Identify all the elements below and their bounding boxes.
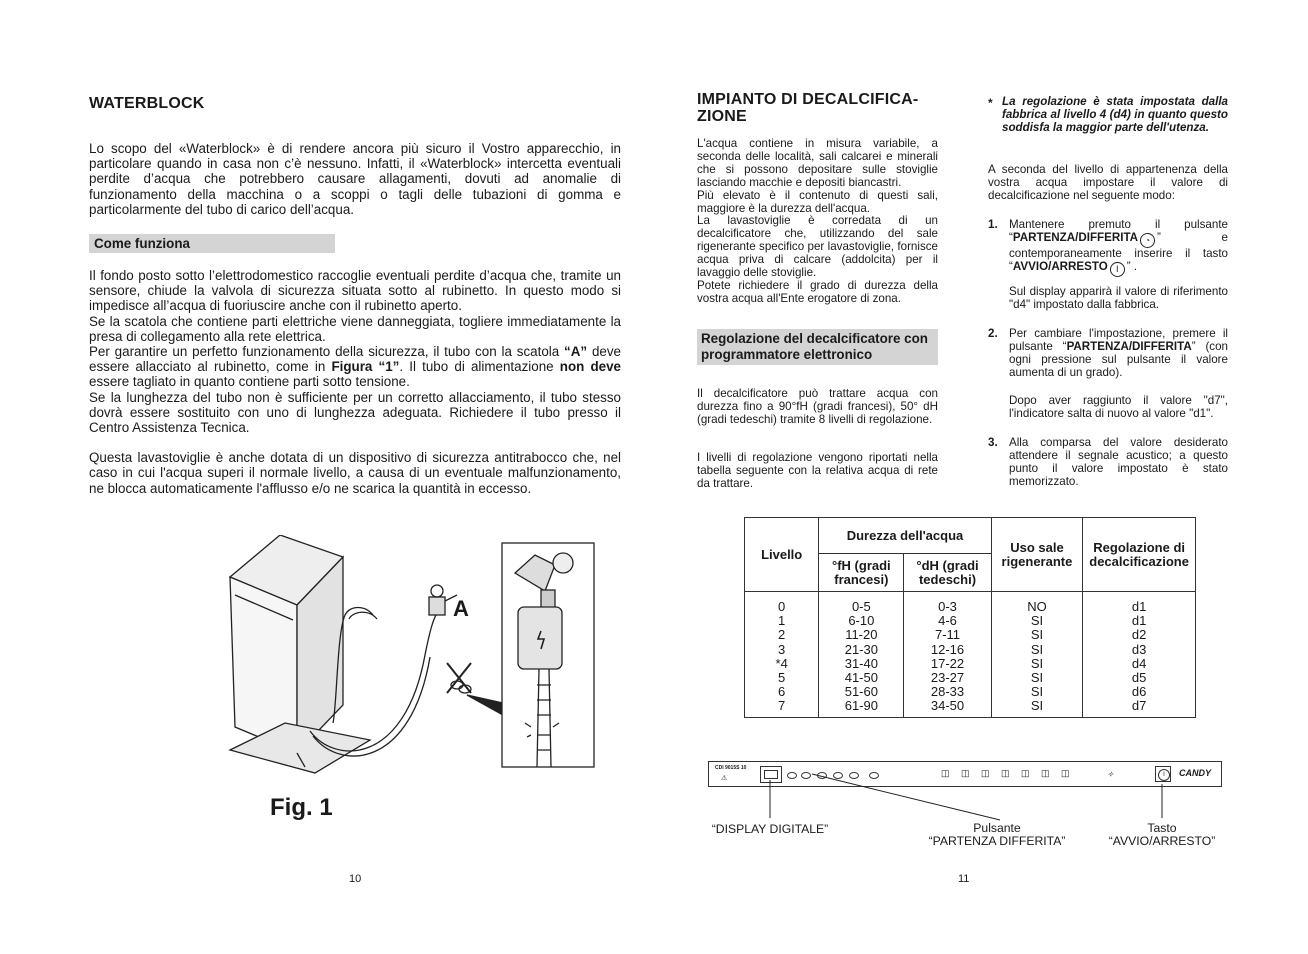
power-icon: I [1110, 262, 1125, 277]
waterblock-intro: Lo scopo del «Waterblock» è di rendere ancora più sicuro il Vostro apparecchio, in particolare quando in casa non c’è nessuno. Infatti, il «Waterblock» intercetta eventuali perdite d’acqua che potrebbero causare allagamenti, dovuti ad anomalie di funzionamento della macchina o a scoppi o tagli delle tubazioni di gomma e particolarmente del tubo di carico dell’acqua. [89, 141, 621, 217]
col-regolazione-cell: d6 [1131, 684, 1147, 700]
factory-setting-note: La regolazione è stata impostata dalla fabbrica al livello 4 (d4) in quanto questo soddisfa la maggior parte dell'utenza. [1002, 95, 1228, 134]
decalcification-levels-table [744, 517, 1196, 718]
decalc-p2: Più elevato è il contenuto di questi sali, maggiore è la durezza dell'acqua. [697, 188, 938, 215]
figure-caption: Fig. 1 [270, 794, 333, 821]
page-number-left: 10 [349, 873, 362, 885]
settings-intro: A seconda del livello di appartenenza della vostra acqua impostare il valore di decalcificazione nel seguente modo: [988, 163, 1228, 202]
warning-icon: ⚠ [721, 775, 728, 782]
decalcificazione-body [697, 138, 938, 306]
th-regolazione: Regolazione di decalcificazione [1083, 518, 1196, 592]
col-dh-cell: 0-3 [938, 599, 957, 614]
col-sale-cell: NO [1027, 599, 1047, 614]
panel-leader-lines [700, 760, 1220, 826]
col-sale [991, 592, 1083, 718]
page-number-right: 11 [958, 873, 970, 885]
col-regolazione-cell: d5 [1131, 670, 1147, 686]
col-dh-cell: 12-16 [930, 641, 965, 657]
program-icon-1: ◫ [941, 768, 950, 778]
col-regolazione-cell: d7 [1131, 698, 1147, 714]
step-2-text: Per cambiare l'impostazione, premere il pulsante “PARTENZA/DIFFERITA” (con ogni pressione sul pulsante il valore aumenta di un grado). [1009, 327, 1229, 379]
decalc-p3: La lavastoviglie è corredata di un decalcificatore che, utilizzando del sale rigenerante specifico per lavastoviglie, fornisce acqua priva di calcare (addolcita) per il lavaggio delle stoviglie. [697, 214, 938, 280]
waterblock-p5: Questa lavastoviglie è anche dotata di un dispositivo di sicurezza antitrabocco che, nel caso in cui l'acqua superi il normale livello, a causa di un eventuale malfunzionamento, ne blocca automaticamente l'afflusso e/o ne scarica la quantità in eccesso. [89, 450, 621, 496]
note-star: * [988, 96, 993, 110]
col-sale-cell: SI [1030, 613, 1044, 629]
col-sale-cell: SI [1030, 684, 1044, 700]
decalcificazione-title: IMPIANTO DI DECALCIFICA- ZIONE [697, 91, 919, 125]
logo-icon: ✧ [1107, 770, 1114, 779]
waterblock-p2: Se la scatola che contiene parti elettriche viene danneggiata, togliere immediatamente la presa di collegamento alla rete elettrica. [89, 313, 621, 344]
col-regolazione-cell: d3 [1131, 641, 1147, 657]
step-1-text: Mantenere premuto il pulsante “PARTENZA/DIFFERITA ◔ ” e contemporaneamente inserire il tasto “AVVIO/ARRESTO I ” . [1009, 219, 1228, 277]
waterblock-body [89, 268, 621, 496]
col-dh-cell: 7-11 [934, 627, 961, 643]
power-button-icon: I [1158, 769, 1170, 781]
th-durezza: Durezza dell'acqua [819, 518, 991, 554]
program-icon-2: ◫ [961, 768, 970, 778]
col-regolazione-cell: d1 [1131, 599, 1147, 614]
col-dh-cell: 4-6 [938, 613, 957, 629]
waterblock-p3: Per garantire un perfetto funzionamento della sicurezza, il tubo con la scatola “A” deve essere allacciato al rubinetto, come in Figura “1”. Il tubo di alimentazione non deve essere tagliato in quanto contiene parti sotto tensione. [89, 344, 621, 390]
program-icon-7: ◫ [1061, 768, 1070, 778]
col-dh-cell: 17-22 [930, 655, 965, 671]
waterblock-p1: Il fondo posto sotto l’elettrodomestico raccoglie eventuali perdite d’acqua che, tramite un sensore, chiude la valvola di sicurezza situata sotto al rubinetto. In questo modo si impedisce all’acqua di fuoriuscire anche con il rubinetto aperto. [89, 268, 621, 314]
col-fh-cell: 6-10 [848, 613, 875, 629]
regolazione-subtitle: Regolazione del decalcificatore con programmatore elettronico [697, 329, 938, 365]
program-icon-6: ◫ [1041, 768, 1050, 778]
col-livello-cell: 3 [778, 641, 786, 657]
th-fh: °fH (gradi francesi) [819, 554, 904, 592]
clock-icon: ◔ [1140, 233, 1155, 248]
col-livello-cell: 2 [778, 627, 786, 643]
col-fh-cell: 41-50 [844, 670, 878, 686]
step-1-sub: Sul display apparirà il valore di riferimento "d4" impostato dalla fabbrica. [1009, 285, 1228, 311]
waterblock-p4: Se la lunghezza del tubo non è sufficiente per un corretto allacciamento, il tubo stesso dovrà essere sostituito con uno di lunghezza adeguata. Richiedere il tubo presso il Centro Assistenza Tecnica. [89, 389, 621, 436]
decalc-p6: I livelli di regolazione vengono riportati nella tabella seguente con la relativa acqua di rete da trattare. [697, 451, 938, 490]
col-sale-cell: SI [1030, 641, 1044, 657]
col-livello [745, 592, 819, 718]
col-regolazione-cell: d2 [1131, 627, 1147, 643]
col-livello-cell: 0 [778, 599, 786, 614]
come-funziona-subtitle: Come funziona [89, 234, 335, 253]
col-livello-cell: 7 [778, 698, 786, 714]
col-regolazione [1083, 592, 1196, 718]
program-icon-4: ◫ [1001, 768, 1010, 778]
col-dh-cell: 34-50 [930, 698, 965, 714]
col-livello-cell: 5 [778, 670, 786, 686]
th-uso-sale: Uso sale rigenerante [991, 518, 1083, 592]
col-dh [904, 592, 991, 718]
decalc-p4: Potete richiedere il grado di durezza della vostra acqua all'Ente erogatore di zona. [697, 278, 938, 305]
program-icon-3: ◫ [981, 768, 990, 778]
col-livello-cell: 6 [778, 684, 786, 700]
col-dh-cell: 23-27 [930, 670, 965, 686]
col-sale-cell: SI [1030, 698, 1044, 714]
panel-model: CDI 9015S 10 [715, 765, 747, 771]
power-label: Tasto “AVVIO/ARRESTO” [1108, 821, 1216, 848]
col-fh-cell: 51-60 [844, 684, 878, 700]
col-regolazione-cell: d1 [1131, 613, 1147, 629]
col-fh [819, 592, 904, 718]
col-fh-cell: 31-40 [844, 655, 878, 671]
col-livello-cell: *4 [775, 655, 788, 671]
th-livello: Livello [745, 518, 819, 592]
step-2-sub: Dopo aver raggiunto il valore "d7", l'indicatore salta di nuovo al valore "d1". [1009, 394, 1228, 420]
program-icon-5: ◫ [1021, 768, 1030, 778]
col-dh-cell: 28-33 [930, 684, 965, 700]
col-regolazione-cell: d4 [1131, 655, 1147, 671]
decalc-p5: Il decalcificatore può trattare acqua con durezza fino a 90°fH (gradi francesi), 50° dH (gradi tedeschi) tramite 8 livelli di regolazione. [697, 387, 938, 426]
figure-letter-a: A [453, 596, 469, 621]
col-fh-cell: 61-90 [844, 698, 878, 714]
th-dh: °dH (gradi tedeschi) [904, 554, 991, 592]
waterblock-title: WATERBLOCK [89, 95, 205, 112]
col-livello-cell: 1 [778, 613, 786, 629]
decalc-p1: L'acqua contiene in misura variabile, a seconda delle località, sali calcarei e minerali che si possono depositare sulle stoviglie lasciando macchie e depositi biancastri. [697, 137, 938, 189]
step-3-text: Alla comparsa del valore desiderato attendere il segnale acustico; a questo punto il valore impostato è stato memorizzato. [1009, 436, 1228, 488]
brand-logo: CANDY [1179, 768, 1212, 778]
steps-list: 1. Mantenere premuto il pulsante “PARTENZA/DIFFERITA ◔ ” e contemporaneamente inserire il tasto “AVVIO/ARRESTO I ” . Sul display apparirà il valore di riferimento "d4" impostato dalla fabbrica. 2. Per cambiare l'impostazione, premere il pulsante “PARTENZA/DIFFERITA” (con ogni pressione sul pulsante il valore aumenta di un grado). Dopo aver raggiunto il valore "d7", l'indicatore salta di nuovo al valore "d1". 3. Alla comparsa del valore desiderato attendere il segnale acustico; a questo punto il valore impostato è stato memorizzato. [988, 218, 1229, 488]
col-fh-cell: 0-5 [851, 599, 871, 614]
col-sale-cell: SI [1030, 627, 1044, 643]
start-delay-label: Pulsante “PARTENZA DIFFERITA” [928, 821, 1066, 848]
waterblock-figure [225, 535, 605, 775]
col-fh-cell: 21-30 [844, 641, 878, 657]
col-sale-cell: SI [1030, 670, 1044, 686]
col-fh-cell: 11-20 [845, 627, 878, 643]
display-label: “DISPLAY DIGITALE” [711, 822, 829, 836]
col-sale-cell: SI [1030, 655, 1044, 671]
